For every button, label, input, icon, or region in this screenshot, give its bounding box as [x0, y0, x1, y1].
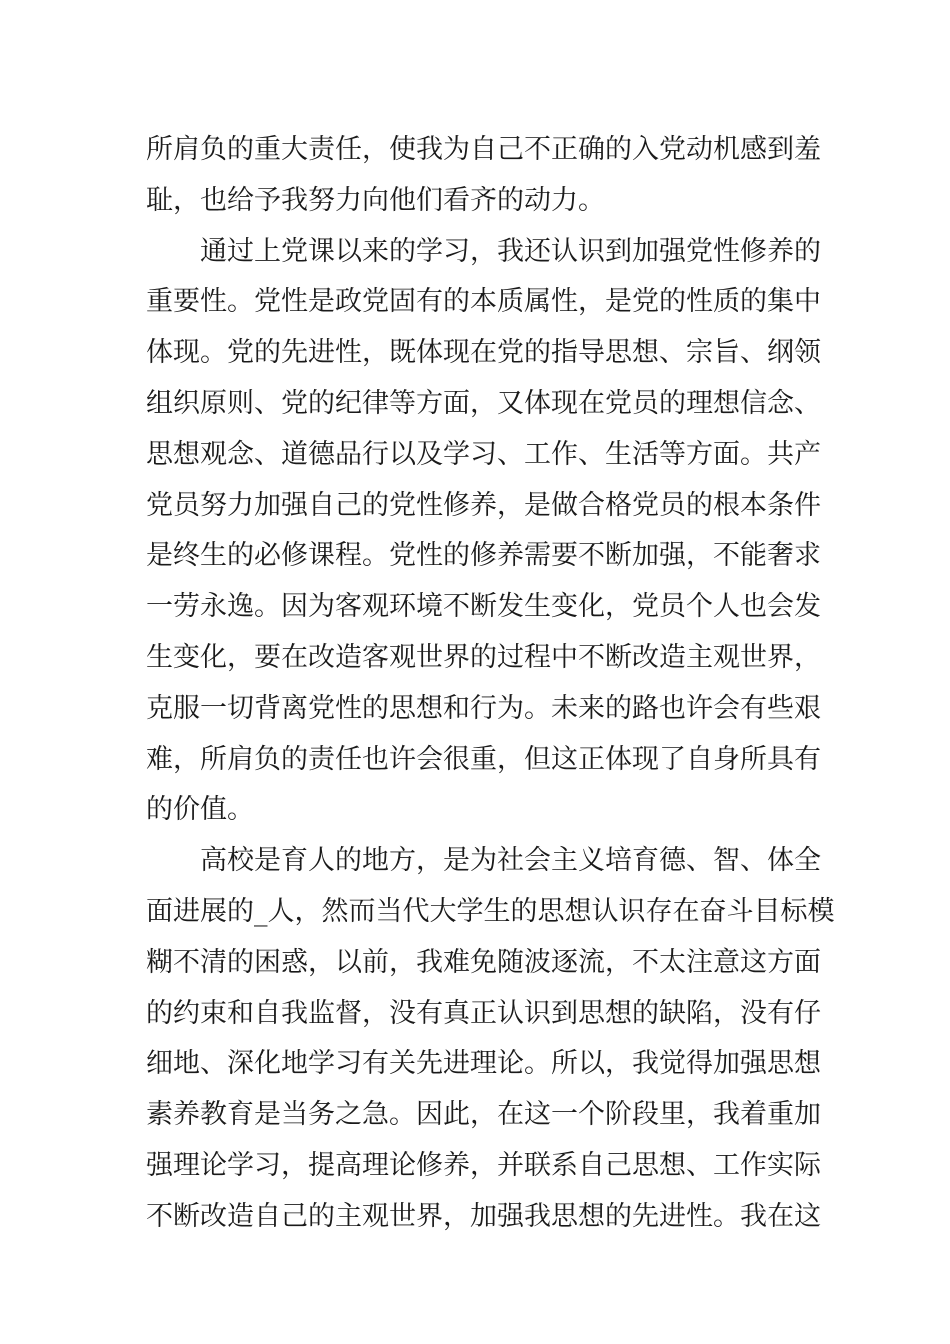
text-line: 通过上党课以来的学习，我还认识到加强党性修养的	[200, 235, 821, 267]
text-line: 组织原则、党的纪律等方面，又体现在党员的理想信念、	[146, 388, 821, 419]
text-line: 党员努力加强自己的党性修养，是做合格党员的根本条件	[146, 489, 821, 521]
text-line: 生变化，要在改造客观世界的过程中不断改造主观世界，	[146, 642, 821, 673]
text-line: 克服一切背离党性的思想和行为。未来的路也许会有些艰	[146, 692, 821, 724]
text-line: 耻，也给予我努力向他们看齐的动力。	[146, 184, 605, 216]
text-line: 素养教育是当务之急。因此，在这一个阶段里，我着重加	[146, 1099, 821, 1131]
text-line: 的约束和自我监督，没有真正认识到思想的缺陷，没有仔	[146, 997, 821, 1029]
text-line: 的价值。	[146, 794, 254, 826]
text-line: 不断改造自己的主观世界，加强我思想的先进性。我在这	[146, 1200, 821, 1232]
text-line: 强理论学习，提高理论修养，并联系自己思想、工作实际	[146, 1150, 821, 1181]
text-line: 一劳永逸。因为客观环境不断发生变化，党员个人也会发	[146, 591, 821, 623]
text-line: 是终生的必修课程。党性的修养需要不断加强，不能奢求	[146, 540, 821, 572]
text-line: 体现。党的先进性，既体现在党的指导思想、宗旨、纲领	[146, 337, 821, 369]
text-line: 思想观念、道德品行以及学习、工作、生活等方面。共产	[146, 438, 821, 470]
text-line: 高校是育人的地方，是为社会主义培育德、智、体全	[200, 845, 821, 877]
text-line: 所肩负的重大责任，使我为自己不正确的入党动机感到羞	[146, 134, 821, 165]
text-line: 细地、深化地学习有关先进理论。所以，我觉得加强思想	[146, 1048, 821, 1080]
text-line: 重要性。党性是政党固有的本质属性，是党的性质的集中	[146, 286, 821, 318]
text-line: 糊不清的困惑，以前，我难免随波逐流，不太注意这方面	[146, 946, 821, 978]
text-line: 难，所肩负的责任也许会很重，但这正体现了自身所具有	[146, 743, 821, 775]
text-line: 面进展的_人，然而当代大学生的思想认识存在奋斗目标模	[146, 896, 835, 927]
